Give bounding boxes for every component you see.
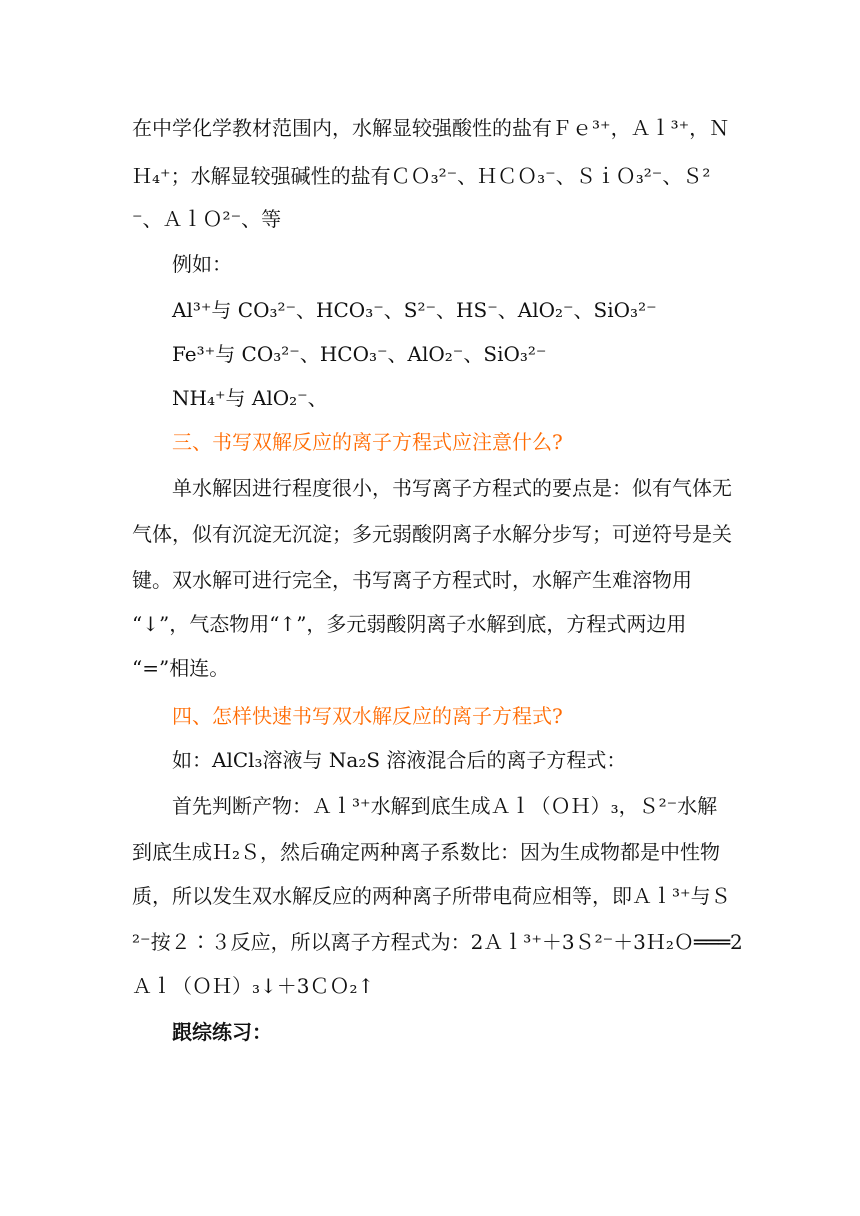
paragraph-line: 在中学化学教材范围内，水解显较强酸性的盐有Ｆｅ³⁺，Ａｌ³⁺，Ｎ: [132, 116, 730, 140]
example-line-fe: Fe³⁺与 CO₃²⁻、HCO₃⁻、AlO₂⁻、SiO₃²⁻: [172, 342, 547, 366]
paragraph-line: 气体，似有沉淀无沉淀；多元弱酸阴离子水解分步写；可逆符号是关: [132, 522, 732, 546]
section-heading-3: 三、书写双解反应的离子方程式应注意什么?: [172, 430, 563, 454]
example-line-al: Al³⁺与 CO₃²⁻、HCO₃⁻、S²⁻、HS⁻、AlO₂⁻、SiO₃²⁻: [172, 298, 657, 322]
example-label: 例如：: [172, 252, 232, 276]
paragraph-line: Ｈ₄⁺；水解显较强碱性的盐有ＣＯ₃²⁻、ＨＣＯ₃⁻、ＳｉＯ₃²⁻、Ｓ²: [132, 164, 711, 188]
section-heading-4: 四、怎样快速书写双水解反应的离子方程式?: [172, 704, 563, 728]
paragraph-line: “↓”，气态物用“↑”，多元弱酸阴离子水解到底，方程式两边用: [132, 612, 687, 636]
paragraph-line: 单水解因进行程度很小，书写离子方程式的要点是：似有气体无: [172, 476, 732, 500]
paragraph-line: ²⁻按２∶３反应，所以离子方程式为：2Ａｌ³⁺＋3Ｓ²⁻＋3Ｈ₂Ｏ═══2: [132, 930, 743, 954]
paragraph-line: 到底生成Ｈ₂Ｓ，然后确定两种离子系数比：因为生成物都是中性物: [132, 840, 721, 864]
paragraph-line: 如：AlCl₃溶液与 Na₂S 溶液混合后的离子方程式：: [172, 748, 627, 772]
paragraph-line: 首先判断产物：Ａｌ³⁺水解到底生成Ａｌ（ＯＨ）₃，Ｓ²⁻水解: [172, 794, 718, 818]
paragraph-line: 质，所以发生双水解反应的两种离子所带电荷应相等，即Ａｌ³⁺与Ｓ: [132, 884, 731, 908]
paragraph-line: 键。双水解可进行完全，书写离子方程式时，水解产生难溶物用: [132, 568, 692, 592]
paragraph-line: Ａｌ（ＯＨ）₃↓＋3ＣＯ₂↑: [132, 974, 375, 998]
practice-heading: 跟综练习：: [172, 1020, 272, 1044]
example-line-nh4: NH₄⁺与 AlO₂⁻、: [172, 386, 328, 410]
paragraph-line: “=”相连。: [132, 656, 230, 680]
paragraph-line: ⁻、ＡｌＯ²⁻、等: [132, 207, 282, 231]
